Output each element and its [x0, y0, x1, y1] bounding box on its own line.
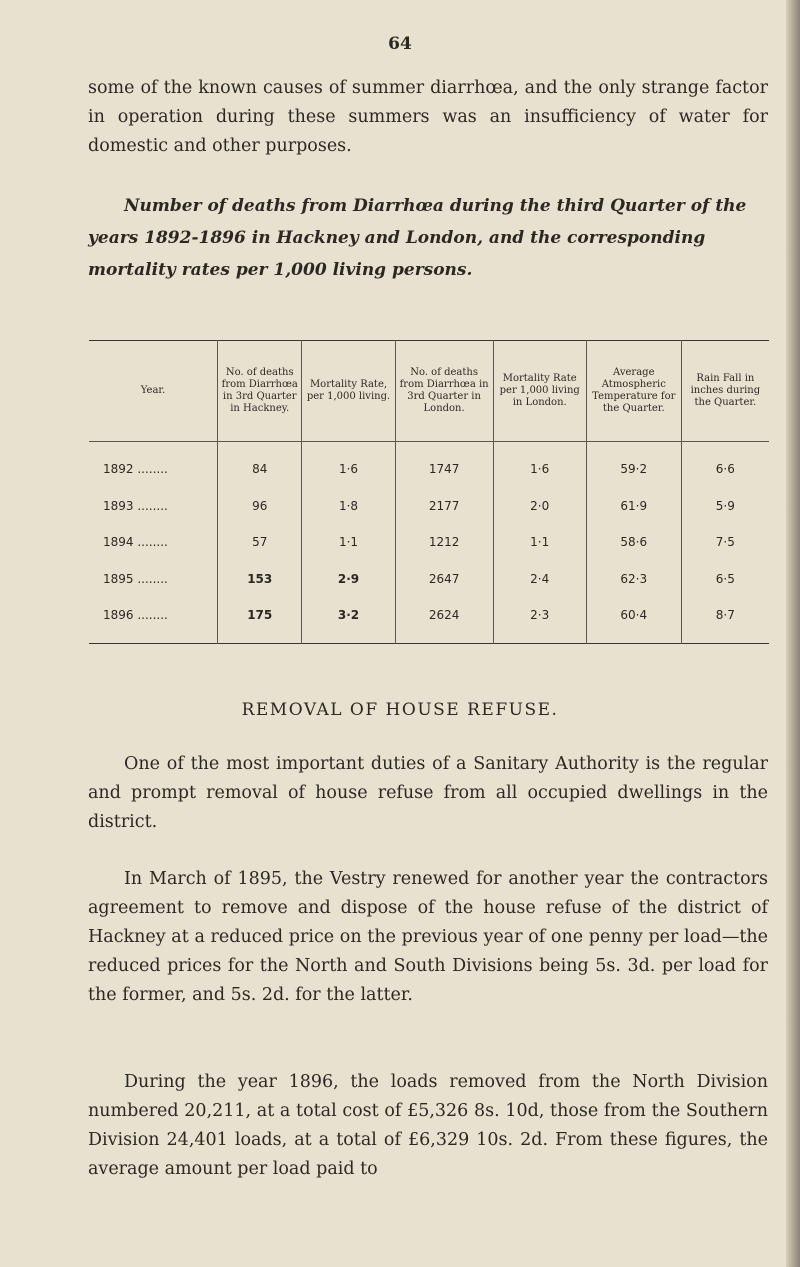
- section-heading: REMOVAL OF HOUSE REFUSE.: [241, 700, 559, 720]
- cell-temperature: 59·2: [586, 442, 681, 488]
- cell-year: 1892 ........: [103, 462, 168, 477]
- table-caption: Number of deaths from Diarrhœa during the third Quarter of the years 1892-1896 in Hackney and London, and the corresponding mortality rates per 1,000 living persons.: [88, 196, 747, 280]
- header-deaths-hackney: No. of deaths from Diarrhœa in 3rd Quarter in Hackney.: [218, 341, 302, 442]
- cell-deaths-london: 2647: [395, 561, 493, 598]
- cell-temperature: 58·6: [586, 524, 681, 561]
- table-row: [89, 488, 769, 525]
- header-year: Year.: [89, 341, 218, 442]
- cell-deaths-london: 2624: [395, 597, 493, 643]
- body-paragraph: One of the most important duties of a Sanitary Authority is the regular and prompt removal of house refuse from all occupied dwellings in the district.: [88, 754, 768, 832]
- cell-year: 1895 ........: [103, 571, 168, 586]
- cell-rainfall: 5·9: [681, 488, 769, 525]
- cell-mortality-hackney: 2·9: [302, 561, 395, 598]
- cell-mortality-london: 2·0: [493, 488, 586, 525]
- cell-mortality-hackney: 1·6: [302, 442, 395, 488]
- cell-deaths-london: 1212: [395, 524, 493, 561]
- table-header-row: [89, 341, 769, 442]
- cell-temperature: 60·4: [586, 597, 681, 643]
- cell-mortality-hackney: 3·2: [302, 597, 395, 643]
- header-rainfall: Rain Fall in inches during the Quarter.: [681, 341, 769, 442]
- table-row: [89, 524, 769, 561]
- cell-rainfall: 6·5: [681, 561, 769, 598]
- cell-deaths-hackney: 84: [218, 442, 302, 488]
- header-temperature: Average Atmospheric Temperature for the Quarter.: [586, 341, 681, 442]
- cell-year: 1893 ........: [103, 498, 168, 513]
- cell-mortality-london: 1·1: [493, 524, 586, 561]
- cell-rainfall: 7·5: [681, 524, 769, 561]
- cell-year: 1894 ........: [103, 535, 168, 550]
- table-row: [89, 597, 769, 643]
- header-mortality-london: Mortality Rate per 1,000 living in London.: [493, 341, 586, 442]
- cell-mortality-london: 1·6: [493, 442, 586, 488]
- table-row: [89, 561, 769, 598]
- cell-mortality-hackney: 1·8: [302, 488, 395, 525]
- cell-deaths-hackney: 175: [218, 597, 302, 643]
- cell-deaths-hackney: 153: [218, 561, 302, 598]
- header-mortality-hackney: Mortality Rate, per 1,000 living.: [302, 341, 395, 442]
- table-row: [89, 442, 769, 488]
- cell-rainfall: 8·7: [681, 597, 769, 643]
- body-paragraph: In March of 1895, the Vestry renewed for another year the contractors agreement to remove and dispose of the house refuse of the district of Hackney at a reduced price on the previous year of one penny per load—the reduced prices for the North and South Divisions being 5s. 3d. per load for the former, and 5s. 2d. for the latter.: [88, 869, 768, 1005]
- cell-mortality-london: 2·3: [493, 597, 586, 643]
- header-deaths-london: No. of deaths from Diarrhœa in 3rd Quarter in London.: [395, 341, 493, 442]
- page-number: 64: [388, 34, 412, 54]
- cell-deaths-hackney: 57: [218, 524, 302, 561]
- page-edge: [786, 0, 800, 1267]
- cell-temperature: 62·3: [586, 561, 681, 598]
- cell-deaths-london: 1747: [395, 442, 493, 488]
- cell-deaths-hackney: 96: [218, 488, 302, 525]
- body-paragraph: During the year 1896, the loads removed from the North Division numbered 20,211, at a total cost of £5,326 8s. 10d, those from the Southern Division 24,401 loads, at a total of £6,329 10s. 2d. From these figures, the average amount per load paid to: [88, 1072, 768, 1179]
- cell-mortality-hackney: 1·1: [302, 524, 395, 561]
- cell-rainfall: 6·6: [681, 442, 769, 488]
- cell-year: 1896 ........: [103, 608, 168, 623]
- diarrhoea-table: [89, 340, 769, 644]
- intro-paragraph: some of the known causes of summer diarrhœa, and the only strange factor in operation during these summers was an insufficiency of water for domestic and other purposes.: [88, 78, 768, 156]
- cell-deaths-london: 2177: [395, 488, 493, 525]
- cell-temperature: 61·9: [586, 488, 681, 525]
- cell-mortality-london: 2·4: [493, 561, 586, 598]
